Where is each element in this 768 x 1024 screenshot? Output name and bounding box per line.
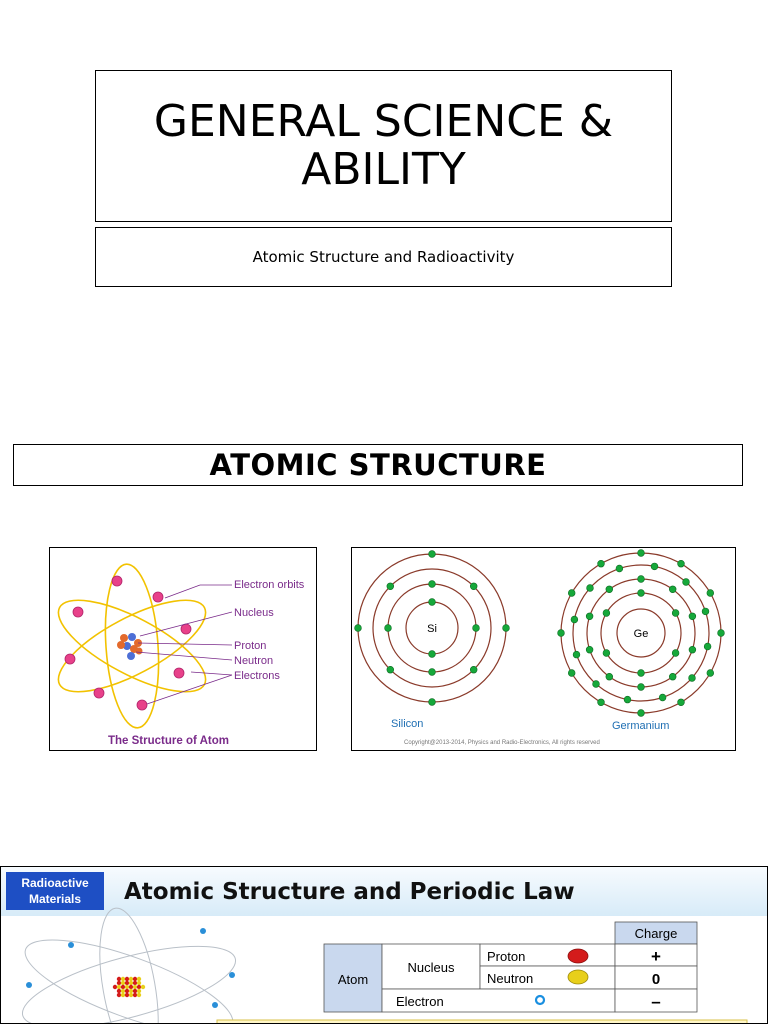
- nucleon: [137, 977, 141, 981]
- nucleon: [141, 985, 145, 989]
- shell-electron: [638, 550, 645, 557]
- shell-electron: [387, 666, 394, 673]
- shell-electron: [598, 560, 605, 567]
- shell-electron: [568, 670, 575, 677]
- si-symbol: Si: [427, 623, 437, 635]
- label-nucleus: Nucleus: [234, 607, 274, 619]
- shell-electron: [587, 585, 594, 592]
- shell-electron: [387, 583, 394, 590]
- shell-electron: [707, 590, 714, 597]
- label-neutron: Neutron: [234, 655, 274, 667]
- nucleon: [121, 989, 125, 993]
- shell-electron: [624, 696, 631, 703]
- shell-electron: [718, 630, 725, 637]
- shell-electron: [603, 610, 610, 617]
- neutron-cell: Neutron: [487, 971, 534, 986]
- atom-structure-figure: [49, 547, 317, 751]
- shell-electron: [429, 651, 436, 658]
- nucleon: [137, 981, 141, 985]
- nucleon: [125, 993, 129, 997]
- nucleus: [117, 633, 143, 660]
- shell-electron: [598, 699, 605, 706]
- electron-cell: Electron: [396, 994, 444, 1009]
- nucleon: [121, 977, 125, 981]
- shell-electron: [659, 694, 666, 701]
- shell-electron: [503, 625, 510, 632]
- section-heading-box: [13, 444, 743, 486]
- nucleon: [125, 977, 129, 981]
- badge-line1: Radioactive: [21, 876, 89, 890]
- shell-electron: [638, 710, 645, 717]
- shell-electron: [429, 599, 436, 606]
- note-box-edge: [217, 1020, 747, 1024]
- shell-electron: [651, 563, 658, 570]
- nucleon: [133, 977, 137, 981]
- nucleon: [133, 993, 137, 997]
- shell-electron: [593, 681, 600, 688]
- nucleon: [129, 985, 133, 989]
- shell-electron: [355, 625, 362, 632]
- shell-electron: [606, 673, 613, 680]
- section-heading: ATOMIC STRUCTURE: [209, 448, 547, 482]
- shell-electron: [385, 625, 392, 632]
- figure1-caption: The Structure of Atom: [108, 735, 229, 747]
- neutron-marker: [568, 970, 588, 984]
- neutron-charge: 0: [651, 971, 661, 988]
- shell-electron: [470, 583, 477, 590]
- slide-canvas: [1, 867, 768, 1024]
- nucleon: [129, 993, 133, 997]
- figure2-copyright: Copyright@2013-2014, Physics and Radio-Electronics, All rights reserved: [404, 740, 600, 746]
- shell-electron: [707, 670, 714, 677]
- charge-header: Charge: [634, 926, 678, 941]
- shell-electron: [638, 590, 645, 597]
- shell-electron: [702, 608, 709, 615]
- shell-electron: [683, 579, 690, 586]
- shell-electron: [672, 650, 679, 657]
- proton-charge: +: [651, 947, 661, 966]
- particle-table: [324, 922, 697, 1012]
- silicon-caption: Silicon: [391, 718, 424, 730]
- nucleon: [137, 989, 141, 993]
- label-electron-orbits: Electron orbits: [234, 579, 305, 591]
- shell-electron: [473, 625, 480, 632]
- proton-cell: Proton: [487, 949, 526, 964]
- nucleon: [133, 985, 137, 989]
- shell-electron: [586, 646, 593, 653]
- nucleon: [129, 981, 133, 985]
- title-box: [95, 70, 672, 222]
- nucleon: [121, 981, 125, 985]
- atom-structure-diagram: [50, 548, 317, 751]
- shell-electron: [689, 675, 696, 682]
- shell-electron: [573, 651, 580, 658]
- atom-cell: Atom: [337, 972, 369, 987]
- shell-electron: [638, 670, 645, 677]
- si-ge-shell-figure: [351, 547, 736, 751]
- periodic-law-slide: [0, 866, 768, 1024]
- nucleon: [117, 977, 121, 981]
- shell-electron: [568, 590, 575, 597]
- nucleon: [121, 993, 125, 997]
- nucleon: [121, 985, 125, 989]
- germanium-caption: Germanium: [612, 720, 670, 732]
- nucleon: [117, 989, 121, 993]
- page-title: GENERAL SCIENCE & ABILITY: [153, 96, 614, 195]
- nucleon: [125, 981, 129, 985]
- label-electrons: Electrons: [234, 670, 280, 682]
- shell-electron: [429, 699, 436, 706]
- nucleon: [129, 989, 133, 993]
- shell-electron: [678, 560, 685, 567]
- slide-title: Atomic Structure and Periodic Law: [124, 879, 575, 905]
- shell-electron: [689, 646, 696, 653]
- shell-electron: [429, 551, 436, 558]
- ge-symbol: Ge: [633, 628, 649, 640]
- nucleon: [117, 985, 121, 989]
- nucleon: [133, 981, 137, 985]
- slide-atom-diagram: [15, 904, 243, 1024]
- badge-line2: Materials: [28, 892, 82, 906]
- shell-electron: [616, 565, 623, 572]
- shell-electron: [429, 669, 436, 676]
- shell-electron: [586, 613, 593, 620]
- shell-electron: [571, 616, 578, 623]
- nucleon: [125, 989, 129, 993]
- nucleon: [117, 993, 121, 997]
- shell-electron: [689, 613, 696, 620]
- page-subtitle: Atomic Structure and Radioactivity: [252, 248, 515, 266]
- nucleon: [125, 985, 129, 989]
- shell-electron: [669, 586, 676, 593]
- shell-electron: [672, 610, 679, 617]
- shell-diagram: [352, 548, 736, 751]
- electron-charge: –: [651, 992, 661, 1011]
- nucleon: [113, 985, 117, 989]
- nucleon: [129, 977, 133, 981]
- shell-electron: [603, 650, 610, 657]
- nucleon: [117, 981, 121, 985]
- shell-electron: [470, 666, 477, 673]
- shell-electron: [638, 576, 645, 583]
- shell-electron: [669, 673, 676, 680]
- nucleus-cell: Nucleus: [407, 960, 455, 975]
- proton-marker: [568, 949, 588, 963]
- nucleon: [137, 985, 141, 989]
- shell-electron: [606, 586, 613, 593]
- shell-electron: [638, 684, 645, 691]
- shell-electron: [558, 630, 565, 637]
- nucleon: [137, 993, 141, 997]
- subtitle-box: [95, 227, 672, 287]
- shell-electron: [704, 643, 711, 650]
- nucleon: [133, 989, 137, 993]
- label-proton: Proton: [234, 640, 267, 652]
- shell-electron: [678, 699, 685, 706]
- shell-electron: [429, 581, 436, 588]
